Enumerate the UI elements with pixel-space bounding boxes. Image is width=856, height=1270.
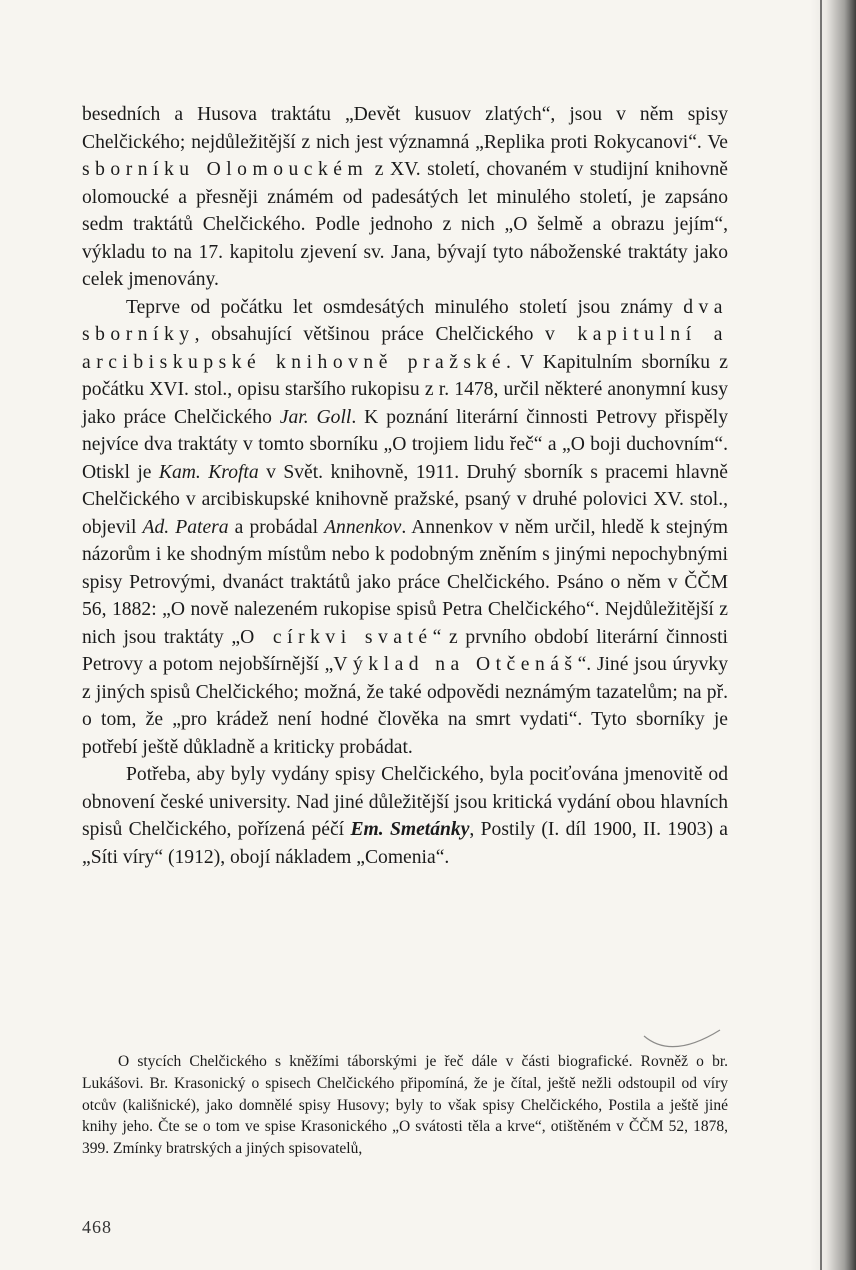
body-paragraph (82, 761, 728, 871)
page-number: 468 (82, 1217, 112, 1237)
spaced-emphasis: dva sborníky (82, 296, 728, 345)
spaced-emphasis: sborníku Olomouckém (82, 159, 369, 180)
body-paragraph (82, 294, 728, 762)
text-run: “. Jiné jsou úryvky z jiných spisů Chelčického; možná, že také odpovědi neznámým tazatelům; na př. o tom, že „pro krádež není hodné člověka na smrt vydati“. Tyto sborníky je potřebí ještě důkladně a kriticky probádat. (82, 654, 728, 758)
italic-name: Jar. Goll (279, 406, 352, 428)
bold-italic-name: Em. Smetánky (350, 819, 470, 840)
italic-name: Kam. Krofta (158, 461, 259, 483)
italic-name: Ad. Patera (142, 516, 229, 538)
text-run: . V Kapitulním sborníku z počátku XVI. stol., opisu staršího rukopisu z r. 1478, určil některé anonymní kusy jako práce Chelčického (82, 351, 728, 428)
text-run: . K poznání literární činnosti Petrovy přispěly nejvíce dva traktáty v tomto sborníku „O trojiem lidu řeč“ a „O boji duchovním“. Otiskl je (82, 406, 728, 483)
text-run: , Postily (I. díl 1900, II. 1903) a „Síti víry“ (1912), obojí nákladem „Comenia“. (82, 819, 728, 868)
page-edge-shadow (810, 0, 856, 1270)
footnote-text: O stycích Chelčického s kněžími táborskými je řeč dále v části biografické. Rovněž o br. Lukášovi. Br. Krasonický o spisech Chelčického připomíná, že je čítal, ještě nežli odstoupil od víry otcův (kališnické), jako domnělé spisy Husovy; byly to však spisy Chelčického, Postila a ještě jiné knihy jeho. Čte se o tom ve spise Krasonického „O svátosti těla a krve“, otištěném v ČČM 52, 1878, 399. Zmínky bratrských a jiných spisovatelů, (82, 1053, 728, 1158)
main-text-column (82, 101, 728, 871)
spaced-emphasis: Výklad na Otčenáš (333, 654, 578, 675)
page-edge-line (820, 0, 822, 1270)
footnote-block (82, 1051, 728, 1160)
text-run: Teprve od počátku let osmdesátých minulého století jsou známy (126, 296, 684, 318)
text-run: besedních a Husova traktátu „Devět kusuov zlatých“, jsou v něm spisy Chelčického; nejdůležitější z nich jest významná „Replika proti Rokycanovi“. Ve (82, 104, 728, 153)
spaced-emphasis: O církvi svaté (240, 626, 433, 648)
text-run: v Svět. knihovně, 1911. Druhý sborník s pracemi hlavně Chelčického v arcibiskupské knihovně pražské, psaný v druhé polovici XV. stol., objevil (82, 461, 729, 538)
text-run: . Annenkov v něm určil, hledě k stejným názorům i ke shodným místům nebo k podobným zněním s jinými nepochybnými spisy Petrovými, dvanáct traktátů jako práce Chelčického. Psáno o něm v ČČM 56, 1882: „O nově nalezeném rukopise spisů Petra Chelčického“. Nejdůležitější z nich jsou traktáty „ (82, 516, 728, 648)
italic-name: Annenkov (324, 516, 402, 538)
spaced-emphasis: v kapitulní a arcibiskupské knihovně pražské (82, 324, 728, 373)
body-paragraph (82, 101, 728, 294)
text-run: “ z prvního období literární činnosti Petrovy a potom nejobšírnější „ (82, 626, 728, 675)
text-run: , obsahující většinou práce Chelčického (194, 324, 546, 345)
text-run: Potřeba, aby byly vydány spisy Chelčického, byla pociťována jmenovitě od obnovení české university. Nad jiné důležitější jsou kritická vydání obou hlavních spisů Chelčického, pořízená péčí (82, 764, 728, 840)
text-run: z XV. století, chovaném v studijní knihovně olomoucké a přesněji známém od padesátých let minulého století, je zapsáno sedm traktátů Chelčického. Podle jednoho z nich „O šelmě a obrazu jejím“, výkladu to na 17. kapitolu zjevení sv. Jana, bývají tyto náboženské traktáty jako celek jmenovány. (82, 159, 728, 290)
text-run: a probádal (228, 516, 325, 538)
